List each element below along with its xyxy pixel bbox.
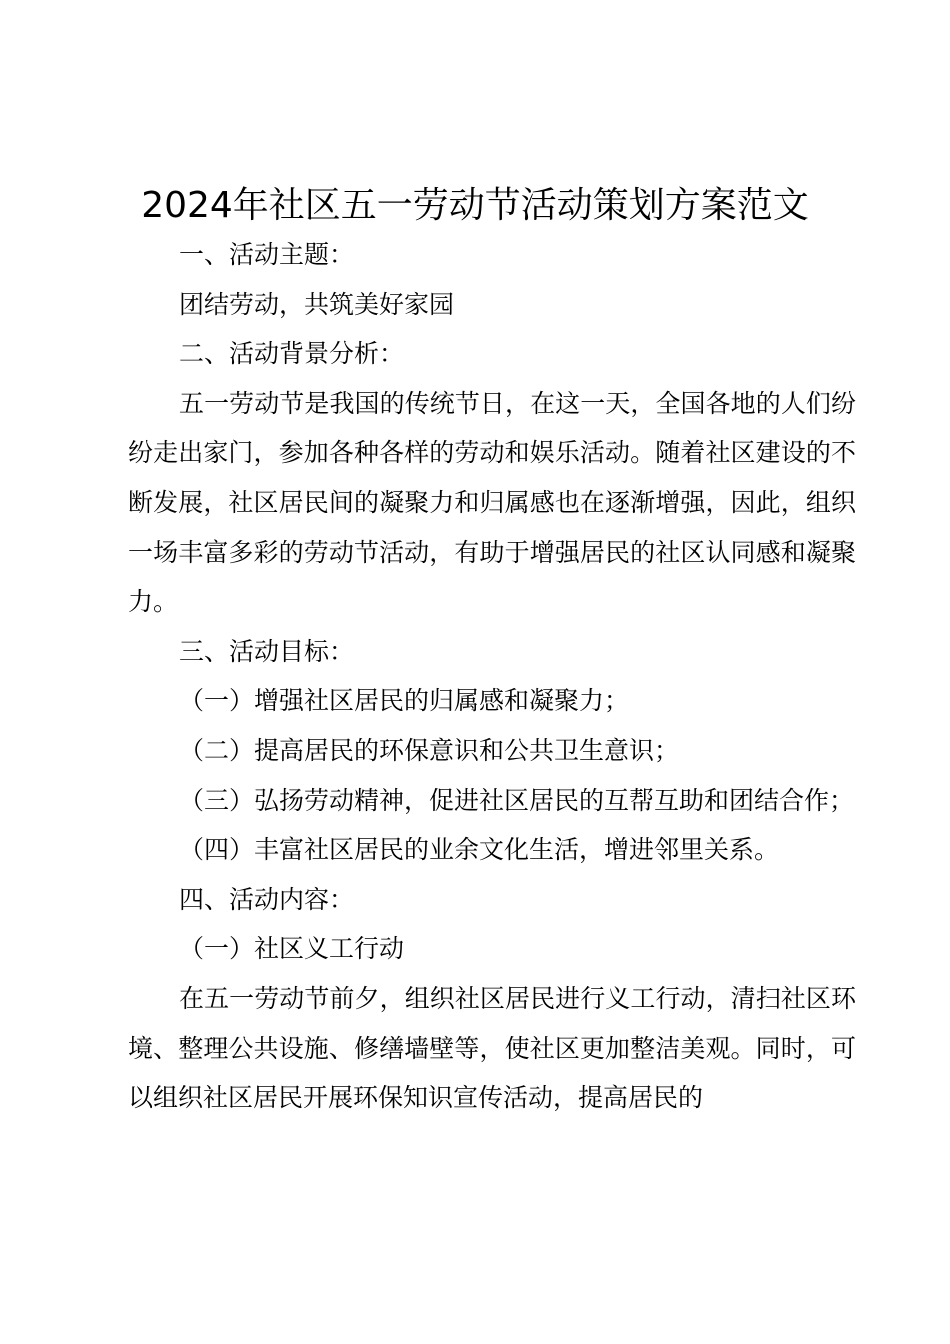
volunteer-paragraph: 在五一劳动节前夕，组织社区居民进行义工行动，清扫社区环境、整理公共设施、修缮墙壁等，使社区更加整洁美观。同时，可以组织社区居民开展环保知识宣传活动，提高居民的 xyxy=(128,983,856,1113)
document-title: 2024年社区五一劳动节活动策划方案范文 xyxy=(141,185,809,226)
section-heading-goals: 三、活动目标： xyxy=(179,636,355,666)
goal-item-3: （三）弘扬劳动精神，促进社区居民的互帮互助和团结合作； xyxy=(179,785,855,815)
document-body xyxy=(128,230,856,1123)
section-heading-background: 二、活动背景分析： xyxy=(179,339,405,369)
background-paragraph: 五一劳动节是我国的传统节日，在这一天，全国各地的人们纷纷走出家门，参加各种各样的劳动和娱乐活动。随着社区建设的不断发展，社区居民间的凝聚力和归属感也在逐渐增强，因此，组织一场丰富多彩的劳动节活动，有助于增强居民的社区认同感和凝聚力。 xyxy=(128,388,856,617)
content-subheading-volunteer: （一）社区义工行动 xyxy=(179,934,405,964)
goal-item-4: （四）丰富社区居民的业余文化生活，增进邻里关系。 xyxy=(179,835,780,865)
section-heading-content: 四、活动内容： xyxy=(179,884,355,914)
theme-text: 团结劳动，共筑美好家园 xyxy=(179,289,455,319)
section-heading-theme: 一、活动主题： xyxy=(179,240,355,269)
goal-item-2: （二）提高居民的环保意识和公共卫生意识； xyxy=(179,735,680,765)
goal-item-1: （一）增强社区居民的归属感和凝聚力； xyxy=(179,686,630,716)
